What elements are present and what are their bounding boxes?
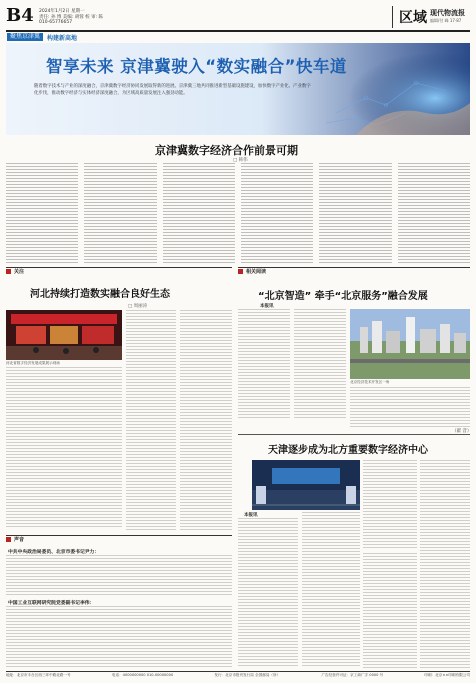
exhibition-photo-graphic xyxy=(6,310,122,360)
footer-distribution: 发行：北京市报刊发行局 全国邮局（所） xyxy=(214,673,281,677)
related-title: “北京智造” 牵手“北京服务”融合发展 xyxy=(258,291,428,302)
related-text-col1 xyxy=(238,309,290,419)
city-photo-graphic xyxy=(350,309,470,379)
voice-q2-title: 中国工业互联网研究院党委副书记李伟： xyxy=(8,601,95,606)
header-rule xyxy=(6,30,470,32)
section-marker-icon xyxy=(238,269,243,274)
tianjin-text-col1 xyxy=(363,460,417,550)
data-center-photo-graphic xyxy=(252,460,360,510)
related-photo xyxy=(350,309,470,379)
divider xyxy=(238,434,470,435)
footer-license: 广告经营许可证：京工商广字 0000 号 xyxy=(321,673,384,677)
article1-body xyxy=(6,163,470,265)
date-line: 2024年1月2日 星期一 xyxy=(39,9,85,14)
article1-byline: □ 韩伟 xyxy=(233,158,248,163)
topic-bar xyxy=(7,33,77,41)
related-photo-caption: 北京经济技术开发区一角 xyxy=(350,380,390,384)
phone-line: 010-65776657 xyxy=(39,20,73,25)
text-column xyxy=(163,163,235,265)
section-marker-icon xyxy=(6,537,11,542)
text-column xyxy=(6,163,78,265)
footer-printing: 印刷：北京××印刷有限公司 xyxy=(424,673,470,677)
focus-text-col1 xyxy=(6,367,122,529)
page-number: B4 xyxy=(6,5,34,26)
voice-q2-text xyxy=(6,606,232,668)
footer-phone: 电话：4000000000 010-00000000 xyxy=(111,673,174,677)
section-title: 区域 xyxy=(399,10,427,26)
section-bar-related xyxy=(238,267,470,275)
focus-byline: □ 周丽涛 xyxy=(128,304,148,309)
text-column xyxy=(241,163,313,265)
text-column xyxy=(319,163,391,265)
section-label-focus: 关注 xyxy=(14,269,25,275)
tianjin-photo xyxy=(252,460,360,510)
footer-address: 地址：北京市丰台区西三环中路北路一号 xyxy=(6,673,71,677)
text-column xyxy=(84,163,156,265)
paper-name: 现代物流报 xyxy=(430,8,465,17)
focus-text-col3 xyxy=(180,310,232,530)
text-column xyxy=(398,163,470,265)
tianjin-text-col5 xyxy=(363,553,417,668)
paper-sub: 编辑/付 峰 17·87 xyxy=(430,18,462,23)
voice-q1-text xyxy=(6,555,232,595)
focus-text-col2 xyxy=(126,310,176,530)
section-bar-voice xyxy=(6,535,232,543)
tianjin-text-col3 xyxy=(238,518,298,668)
related-source: （翟 音） xyxy=(452,429,472,434)
focus-title: 河北持续打造数实融合良好生态 xyxy=(30,289,170,300)
related-author-tag: 本报讯 xyxy=(260,304,274,309)
header-divider xyxy=(392,6,393,28)
focus-photo-caption: 河北省数字经济发展成果展示现场 xyxy=(6,361,60,365)
footer xyxy=(6,673,470,681)
article1-title: 京津冀数字经济合作前景可期 xyxy=(155,144,298,157)
footer-rule xyxy=(6,671,470,672)
tianjin-text-col2 xyxy=(420,460,470,670)
focus-photo xyxy=(6,310,122,360)
tianjin-text-col4 xyxy=(302,512,360,668)
editor-line: 责任: 孙 博 美编: 胡蓉 校 审: 陈 xyxy=(39,15,104,20)
related-text-col2 xyxy=(294,309,346,419)
tianjin-title: 天津逐步成为北方重要数字经济中心 xyxy=(268,445,428,456)
section-marker-icon xyxy=(6,269,11,274)
banner-intro: 随着数字技术与产业的深度融合，京津冀数字经济协同发展取得新的进展。京津冀三地共同推进新型基础设施建设，加快数字产业化、产业数字化步伐，推动数字经济与实体经济深度融合，为区域高质量发展注入强劲动能。 xyxy=(34,84,311,96)
topic-label: 构建新高地 xyxy=(47,34,78,42)
section-label-related: 相关阅读 xyxy=(246,269,267,275)
section-bar-focus xyxy=(6,267,232,275)
tianjin-author-tag: 本报讯 xyxy=(244,513,258,518)
section-label-voice: 声音 xyxy=(14,537,25,543)
voice-q1-title: 中共中央政治局委员、北京市委书记尹力： xyxy=(8,550,100,555)
banner-title: 智享未来 京津冀驶入“数实融合”快车道 xyxy=(46,57,347,76)
banner xyxy=(6,43,470,135)
topic-badge: 聚焦京津冀 xyxy=(7,33,43,41)
page-header xyxy=(6,4,470,30)
related-text-col3 xyxy=(350,387,470,427)
